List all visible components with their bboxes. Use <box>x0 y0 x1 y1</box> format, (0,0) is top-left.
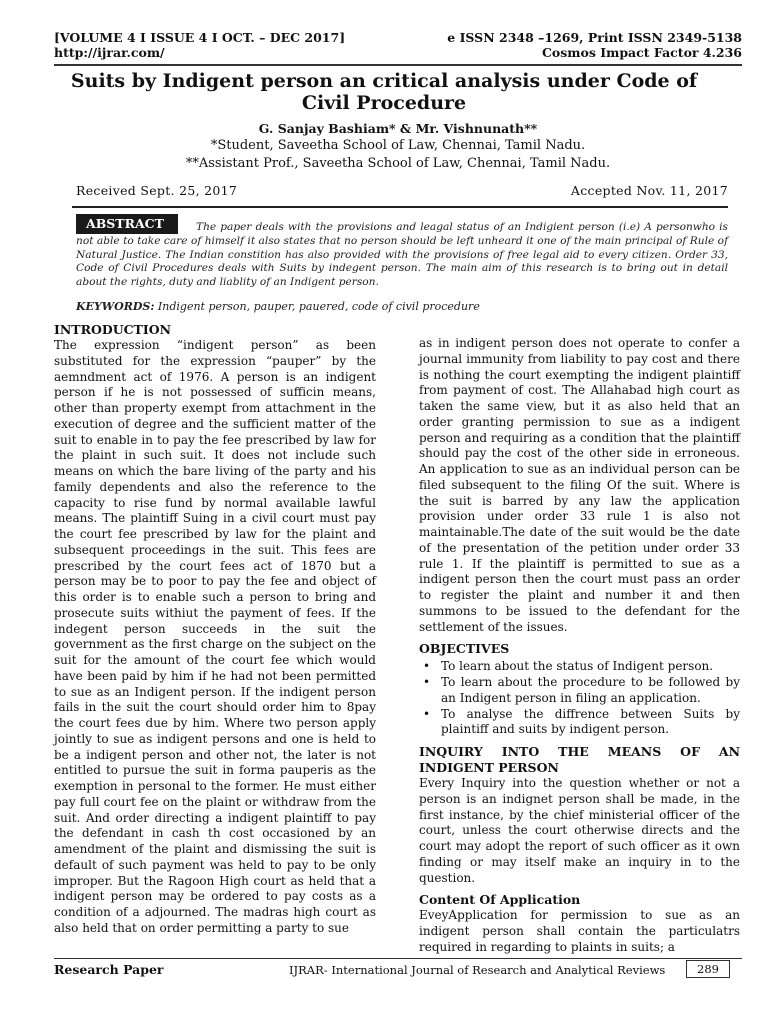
introduction-body: The expression “indigent person” as been substituted for the expression “pauper” by the aemndment act of 1976. A person is an indigent person if he is not possessed of sufficin means, other than property exempt from attachment in the execution of degree and the sufficient matter of the suit to enable in to pay the fee prescribed by law for the plaint in such suit. It does not include such means on which the bare living of the party and his family dependents and also the reference to the capacity to rise fund by normal available lawful means. The plaintiff Suing in a civil court must pay the court fee prescribed by law for the plaint and subsequent proceedings in the suit. This fees are prescribed by the court fees act of 1870 but a person may be to poor to pay the fee and object of this order is to enable such a person to bring and prosecute suits withiut the payment of fees. If the indegent person succeeds in the suit the government as the first charge on the subject on the suit for the amount of the court fee which would have been paid by him if he had not been permitted to sue as an Indigent person. If the indigent person fails in the suit the court should order him to 8pay the court fees due by him. Where two person apply jointly to sue as indigent persons and one is held to be a indigent person and other not, the later is not entitled to pursue the suit in forma pauperis as the exemption in personal to the former. He must either pay full court fee on the plaint or withdraw from the suit. And order directing a indigent plaintiff to pay the defendant in cash th cost occasioned by an amendment of the plaint and dismissing the suit is default of such payment was held to pay to be only improper. But the Ragoon High court as held that a indigent person may be ordered to pay costs as a condition of a adjourned. The madras high court as also held that on order permitting a party to sue <box>54 338 376 935</box>
objective-text: To learn about the procedure to be followed by an Indigent person in filing an application. <box>441 675 740 705</box>
objectives-list <box>419 659 740 738</box>
abstract-text: The paper deals with the provisions and leagal status of an Indigient person (i.e) A personwho is not able to take care of himself it also states that no person should be left unheard it one of the main principal of Rule of Natural Justice. The Indian constition has also provided with the provisions of free legal aid to every citizen. Order 33, Code of Civil Procedures deals with Suits by indegent person. The main aim of this research is to bring out in detail about the rights, duty and liablity of an Indigent person. <box>76 221 728 289</box>
paper-title <box>70 70 698 114</box>
authors: G. Sanjay Bashiam* & Mr. Vishnunath** <box>258 121 538 136</box>
header-divider <box>54 64 742 66</box>
right-column <box>419 336 740 956</box>
keywords-label: KEYWORDS: <box>76 300 155 313</box>
received-date: Received Sept. 25, 2017 <box>76 183 238 198</box>
affiliation-1: *Student, Saveetha School of Law, Chennai, Tamil Nadu. <box>210 138 586 153</box>
bullet-icon: • <box>423 706 431 721</box>
keywords <box>76 300 728 313</box>
accepted-date: Accepted Nov. 11, 2017 <box>570 183 728 198</box>
header-left <box>54 30 345 60</box>
title-line-2: Civil Procedure <box>301 92 467 114</box>
abstract-section <box>72 206 728 299</box>
objective-text: To learn about the status of Indigent person. <box>441 659 714 674</box>
keywords-text: Indigent person, pauper, pauered, code of civil procedure <box>154 300 480 313</box>
page-number: 289 <box>686 960 730 978</box>
introduction-heading: INTRODUCTION <box>54 322 172 337</box>
inquiry-body: Every Inquiry into the question whether or not a person is an indignet person shall be made, in the first instance, by the chief ministerial officer of the court, unless the court otherwise directs and the court may adopt the report of such officer as it own finding or may itself make an inquiry in to the question. <box>419 776 740 885</box>
list-item <box>419 659 740 675</box>
footer-label: Research Paper <box>54 962 164 977</box>
journal-url[interactable]: http://ijrar.com/ <box>54 45 165 60</box>
bullet-icon: • <box>423 675 431 689</box>
objective-text: To analyse the diffrence between Suits by plaintiff and suits by indigent person. <box>441 706 740 737</box>
left-column <box>54 322 376 937</box>
footer-divider <box>54 958 742 959</box>
footer-journal: IJRAR- International Journal of Research and Analytical Reviews <box>289 963 666 977</box>
header-right <box>447 30 742 60</box>
issn-info: e ISSN 2348 –1269, Print ISSN 2349-5138 <box>447 30 742 45</box>
title-line-1: Suits by Indigent person an critical analysis under Code of <box>70 70 698 92</box>
affiliation-2: **Assistant Prof., Saveetha School of Law, Chennai, Tamil Nadu. <box>185 156 611 171</box>
content-body: EveyApplication for permission to sue as an indigent person shall contain the particulatrs required in regarding to plaints in suits; a <box>419 908 740 954</box>
volume-info: [VOLUME 4 I ISSUE 4 I OCT. – DEC 2017] <box>54 30 346 45</box>
impact-factor: Cosmos Impact Factor 4.236 <box>541 45 742 60</box>
list-item <box>419 675 740 707</box>
inquiry-heading: INQUIRY INTO THE MEANS OF AN INDIGENT PERSON <box>419 744 740 775</box>
introduction-continued: as in indigent person does not operate to confer a journal immunity from liability to pay cost and there is nothing the court exempting the indigent plaintiff from payment of cost. The Allahabad high court as taken the same view, but it as also held that an order granting permission to sue as a indigent person and requiring as a condition that the plaintiff should pay the cost of the other side in erroneous. An application to sue as an individual person can be filed subsequent to the filing Of the suit. Where is the suit is barred by any law the application provision under order 33 rule 1 is also not maintainable.The date of the suit would be the date of the presentation of the petition under order 33 rule 1. If the plaintiff is permitted to sue as a indigent person then the court must pass an order to register the plaint and number it and then summons to be issued to the defendant for the settlement of the issues. <box>419 336 740 634</box>
abstract-label: ABSTRACT <box>76 214 178 234</box>
content-heading: Content Of Application <box>419 892 581 908</box>
bullet-icon: • <box>423 659 431 674</box>
list-item <box>419 707 740 739</box>
objectives-heading: OBJECTIVES <box>419 641 510 657</box>
